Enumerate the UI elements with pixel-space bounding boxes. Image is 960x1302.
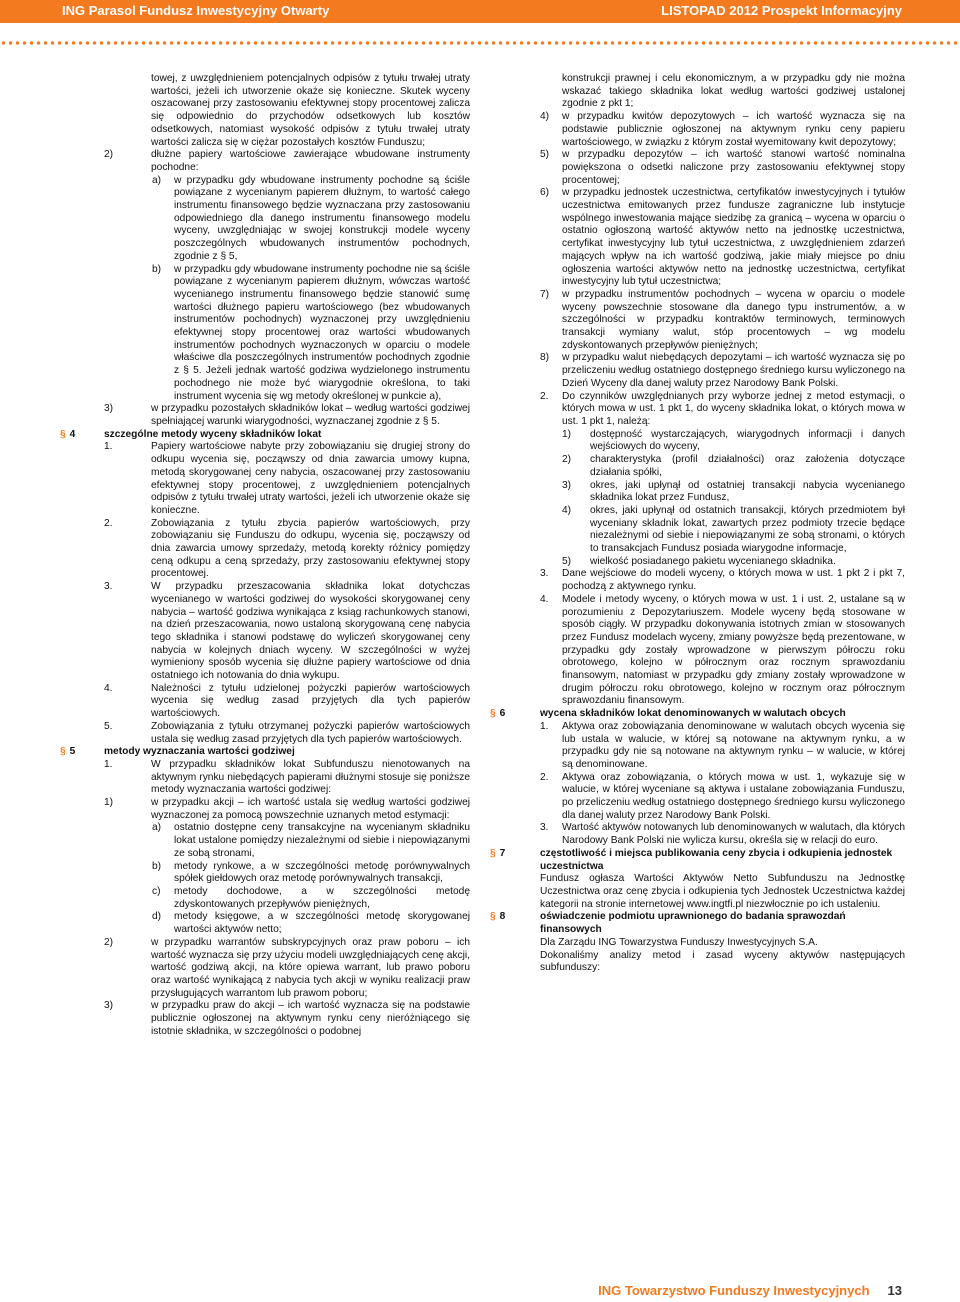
section-heading: § 7 częstotliwość i miejsca publikowania ceny zbycia i odkupienia jednostek uczestnictwa: [490, 847, 893, 872]
right-column: [490, 73, 905, 975]
list-item: b) w przypadku gdy wbudowane instrumenty pochodne nie są ściśle powiązane z wycenianym papierem dłużnym, wówczas wartość wycenianego instrumentu finansowego będzie stanowić sumę wartości dłużnego papieru wartościowego (bez wbudowanych instrumentów pochodnych) wyznaczonej przy uwzględnieniu efektywnej stopy procentowej oraz wartości wbudowanych instrumentów pochodnych wyznaczonych w oparciu o modele właściwe dla poszczególnych instrumentów pochodnych zgodnie z § 5. Jeżeli jednak wartość godziwa wydzielonego instrumentu pochodnego nie może być wiarygodnie określona, to taki instrument wycenia się wg metody określonej w punkcie a),: [152, 263, 470, 402]
list-item: 5) wielkość posiadanego pakietu wycenianego składnika.: [562, 555, 836, 567]
paragraph-sign-icon: §: [490, 708, 496, 720]
list-item: 3) w przypadku pozostałych składników lokat – według wartości godziwej spełniającej warunki wiarygodności, wyznaczanej zgodnie z § 5.: [104, 403, 470, 427]
list-item: 2. Zobowiązania z tytułu zbycia papierów wartościowych, przy zobowiązaniu się Funduszu do odkupu, wycenia się, począwszy od dnia zawarcia umowy sprzedaży, metodą korekty różnicy pomiędzy ceną odkupu a ceną sprzedaży, przy zastosowaniu efektywnej stopy procentowej.: [104, 517, 470, 580]
paragraph-sign-icon: §: [490, 911, 496, 923]
paragraph-sign-icon: §: [490, 847, 496, 859]
list-item: c) metody dochodowe, a w szczególności metodę zdyskontowanych przepływów pieniężnych,: [152, 886, 470, 910]
paragraph-sign-icon: §: [60, 428, 66, 440]
page-number: 13: [887, 1283, 902, 1298]
list-item: 1. Papiery wartościowe nabyte przy zobowiązaniu się drugiej strony do odkupu wycenia się, począwszy od dnia zawarcia umowy kupna, metodą skorygowanej ceny nabycia, oszacowanej przy zastosowaniu efektywnej stopy procentowej, z uwzględnieniem potencjalnych odpisów z tytułu trwałej utraty wartości, jeżeli ich utworzenie okaże się konieczne.: [104, 441, 470, 516]
footer-company: ING Towarzystwo Funduszy Inwestycyjnych: [598, 1283, 870, 1298]
paragraph: konstrukcji prawnej i celu ekonomicznym, a w przypadku gdy nie można wskazać takiego składnika lokat według wartości godziwej ustalonej zgodnie z pkt 1;: [562, 73, 905, 110]
paragraph-sign-icon: §: [60, 746, 66, 758]
list-item: d) metody księgowe, a w szczególności metodę skorygowanej wartości aktywów netto;: [152, 911, 470, 936]
list-item: 2) charakterystyka (profil działalności) oraz założenia dotyczące działania spółki,: [562, 454, 905, 478]
list-item: 1. W przypadku składników lokat Subfunduszu nienotowanych na aktywnym rynku niebędących papierami dłużnymi stosuje się poniższe metody wyznaczania wartości godziwej:: [104, 758, 470, 796]
section-heading: § 8 oświadczenie podmiotu uprawnionego do badania sprawozdań finansowych: [490, 911, 846, 936]
list-item: a) w przypadku gdy wbudowane instrumenty pochodne są ściśle powiązane z wycenianym papierem dłużnym, to wartość całego instrumentu finansowego będzie wyznaczana przy zastosowaniu odpowiedniego dla danego instrumentu finansowego modelu wyceny, uwzględniając w swojej konstrukcji modele wyceny poszczególnych wbudowanych instrumentów pochodnych, zgodnie z § 5,: [152, 174, 470, 262]
paragraph: Fundusz ogłasza Wartości Aktywów Netto Subfunduszu na Jednostkę Uczestnictwa oraz cenę zbycia i odkupienia tych Jednostek Uczestnictwa każdej kategorii na stronie internetowej www.ingtfi.pl niezwłocznie po ich ustaleniu.: [540, 873, 905, 910]
page-header: [0, 0, 960, 23]
list-item: 2) dłużne papiery wartościowe zawierające wbudowane instrumenty pochodne:: [104, 149, 470, 173]
section-heading: § 4 szczególne metody wyceny składników lokat: [60, 428, 322, 440]
list-item: 7) w przypadku instrumentów pochodnych – wycena w oparciu o modele wyceny powszechnie stosowane dla danego typu instrumentów, a w szczególności w przypadku kontraktów terminowych, terminowych transakcji wymiany walut, stóp procentowych – wg modelu zdyskontowanych przepływów pieniężnych;: [540, 288, 905, 351]
dotted-divider: [0, 40, 960, 46]
header-date-prospectus: LISTOPAD 2012 Prospekt Informacyjny: [661, 3, 902, 18]
list-item: 8) w przypadku walut niebędących depozytami – ich wartość wyznacza się po przeliczeniu według ostatniego dostępnego średniego kursu wyliczonego na Dzień Wyceny dla danej waluty przez Narodowy Bank Polski.: [540, 352, 905, 389]
list-item: 1) w przypadku akcji – ich wartość ustala się według wartości godziwej wyznaczonej za pomocą powszechnie uznanych metod estymacji:: [104, 797, 470, 821]
list-item: 2. Aktywa oraz zobowiązania, o których mowa w ust. 1, wykazuje się w walucie, w której wyceniane są aktywa i ustalane zobowiązania Funduszu, po przeliczeniu według ostatniego dostępnego średniego kursu wyliczonego dla danej waluty przez Narodowy Bank Polski.: [540, 771, 905, 821]
list-item: 4. Należności z tytułu udzielonej pożyczki papierów wartościowych wycenia się według zasad przyjętych dla tych papierów wartościowych.: [104, 682, 470, 720]
list-item: 2. Do czynników uwzględnianych przy wyborze jednej z metod estymacji, o których mowa w ust. 1 pkt 1, do wyceny składnika lokat, o których mowa w ust. 1 pkt 1, należą:: [540, 390, 905, 427]
list-item: 3) okres, jaki upłynął od ostatniej transakcji nabycia wycenianego składnika lokat przez Fundusz,: [562, 479, 905, 504]
list-item: 5. Zobowiązania z tytułu otrzymanej pożyczki papierów wartościowych ustala się według zasad przyjętych dla tych papierów wartościowych.: [104, 720, 470, 745]
list-item: 3. Dane wejściowe do modeli wyceny, o których mowa w ust. 1 pkt 2 i pkt 7, pochodzą z aktywnego rynku.: [540, 568, 905, 593]
page-footer: [598, 1283, 902, 1298]
section-heading: § 5 metody wyznaczania wartości godziwej: [60, 746, 295, 758]
list-item: 5) w przypadku depozytów – ich wartość stanowi wartość nominalna powiększona o odsetki naliczone przy zastosowaniu efektywnej stopy procentowej;: [540, 149, 905, 186]
list-item: 1) dostępność wystarczających, wiarygodnych informacji i danych wejściowych do wyceny,: [562, 428, 905, 453]
paragraph: Dla Zarządu ING Towarzystwa Funduszy Inwestycyjnych S.A.: [540, 936, 818, 948]
paragraph: towej, z uwzględnieniem potencjalnych odpisów z tytułu trwałej utraty wartości, jeżeli ich utworzenie okaże się konieczne. Skutek wyceny oszacowanej przy zastosowaniu efektywnej stopy procentowej zalicza się odpowiednio do przychodów odsetkowych lub kosztów odsetkowych, natomiast wysokość odpisów z tytułu trwałej utraty wartości zalicza się w ciężar pozostałych kosztów Funduszu;: [151, 73, 470, 148]
list-item: a) ostatnio dostępne ceny transakcyjne na wycenianym składniku lokat ustalone pomiędzy niezależnymi od siebie i niepowiązanymi ze sobą stronami,: [152, 822, 470, 859]
list-item: 4. Modele i metody wyceny, o których mowa w ust. 1 i ust. 2, ustalane są w porozumieniu z Depozytariuszem. Modele wyceny będą stosowane w sposób ciągły. W przypadku dokonywania istotnych zmian w stosowanych przez Fundusz modelach wyceny, zmiany powyższe będą prezentowane, w przypadku gdy zostały wprowadzone w pierwszym półroczu roku obrotowego, kolejno w półrocznym oraz rocznym sprawozdaniu finansowym, natomiast w przypadku gdy zmiany zostały wprowadzone w drugim półroczu roku obrotowego, kolejno w rocznym oraz półrocznym sprawozdaniu finansowym.: [540, 593, 905, 707]
header-fund-title: ING Parasol Fundusz Inwestycyjny Otwarty: [62, 3, 330, 18]
list-item: b) metody rynkowe, a w szczególności metodę porównywalnych spółek giełdowych oraz metodę porównywalnych transakcji,: [152, 860, 470, 885]
list-item: 3. Wartość aktywów notowanych lub denominowanych w walutach, dla których Narodowy Bank Polski nie wylicza kursu, określa się w relacji do euro.: [540, 822, 905, 847]
list-item: 4) okres, jaki upłynął od ostatnich transakcji, których przedmiotem był wyceniany składnik lokat, zawartych przez podmioty trzecie będące niezależnymi od siebie i niepowiązanymi ze sobą stronami, o których to transakcjach Fundusz posiada wiarygodne informacje,: [562, 504, 905, 555]
list-item: 4) w przypadku kwitów depozytowych – ich wartość wyznacza się na podstawie publicznie ogłoszonej na aktywnym rynku ceny papieru wartościowego, w związku z którym został wyemitowany kwit depozytowy;: [540, 111, 905, 148]
section-heading: § 6 wycena składników lokat denominowanych w walutach obcych: [490, 708, 846, 720]
list-item: 6) w przypadku jednostek uczestnictwa, certyfikatów inwestycyjnych i tytułów uczestnictwa emitowanych przez fundusze zagraniczne lub instytucje wspólnego inwestowania mające siedzibę za granicą – wycena w oparciu o ostatnio ogłoszoną wartość aktywów netto na jednostkę uczestnictwa, certyfikat inwestycyjny lub tytuł uczestnictwa, z uwzględnieniem zdarzeń mających wpływ na ich wartość godziwą, jakie miały miejsce po dniu ogłoszenia wartości aktywów netto na jednostkę uczestnictwa, certyfikat inwestycyjny lub tytuł uczestnictwa;: [540, 187, 905, 288]
list-item: 2) w przypadku warrantów subskrypcyjnych oraz praw poboru – ich wartość wyznacza się przy użyciu modeli uwzględniających cenę akcji, wartość godziwą akcji, na które opiewa warrant, lub prawo poboru oraz wartość wynikającą z nabycia tych akcji w wyniku realizacji praw przysługujących warrantom lub prawom poboru;: [104, 936, 470, 999]
left-column: [60, 73, 470, 1038]
list-item: 1. Aktywa oraz zobowiązania denominowane w walutach obcych wycenia się lub ustala w walucie, w której są notowane na aktywnym rynku, a w przypadku gdy nie są notowane na aktywnym rynku – w walucie, w której są denominowane.: [540, 720, 905, 770]
paragraph: Dokonaliśmy analizy metod i zasad wyceny aktywów następujących subfunduszy:: [540, 949, 905, 974]
list-item: 3) w przypadku praw do akcji – ich wartość wyznacza się na podstawie publicznie ogłoszonej na aktywnym rynku ceny nieróżniącego się istotnie składnika, w szczególności o podobnej: [104, 1000, 470, 1037]
list-item: 3. W przypadku przeszacowania składnika lokat dotychczas wycenianego w wartości godziwej do wysokości skorygowanej ceny nabycia – wartość godziwa wynikająca z ksiąg rachunkowych stanowi, na dzień przeszacowania, nowo ustaloną skorygowaną cenę nabycia tego składnika i stanowi podstawę do wyliczeń skorygowanej ceny nabycia w kolejnych dniach wyceny. W szczególności w wyżej wymieniony sposób wycenia się dłużne papiery wartościowe od dnia ostatniego ich notowania do dnia wykupu.: [104, 581, 470, 682]
